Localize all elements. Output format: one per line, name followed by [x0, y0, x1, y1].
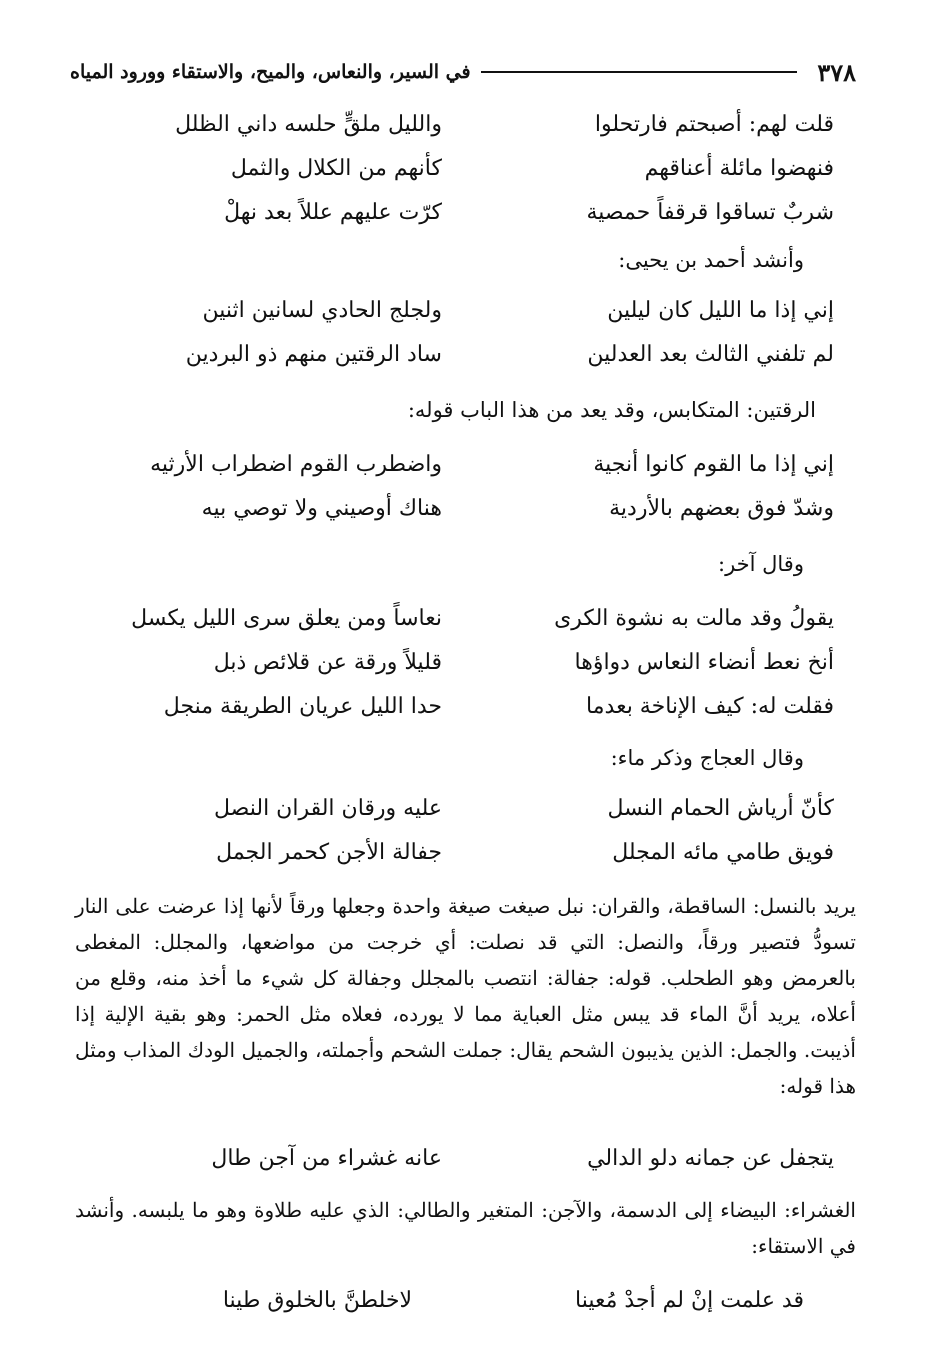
- verse-line: [100, 688, 834, 732]
- running-title: في السير، والنعاس، والميح، والاستقاء وورود المياه: [70, 61, 471, 83]
- hemistich-first: يتجفل عن جمانه دلو الدالي: [587, 1146, 834, 1171]
- hemistich-second: ساد الرقتين منهم ذو البردين: [185, 342, 442, 367]
- verse-line: [100, 600, 834, 644]
- verse-line: [100, 1140, 834, 1184]
- commentary-paragraph: [75, 1192, 856, 1264]
- hemistich-second: حدا الليل عريان الطريقة منجل: [163, 694, 442, 719]
- poem-2: [100, 292, 834, 380]
- header-rule: [481, 71, 798, 73]
- hemistich-second: واضطرب القوم اضطراب الأرثيه: [150, 452, 442, 477]
- poem-5: [100, 790, 834, 878]
- intro-line: وأنشد أحمد بن يحيى:: [618, 248, 804, 272]
- hemistich-first: فويق طامي مائه المجلل: [612, 840, 834, 865]
- hemistich-first: يقولُ وقد مالت به نشوة الكرى: [554, 606, 834, 631]
- hemistich-first: لم تلفني الثالث بعد العدلين: [587, 342, 834, 367]
- verse-line: [100, 644, 834, 688]
- page-header: [70, 52, 856, 92]
- hemistich-first: قد علمت إنْ لم أجدْ مُعينا: [574, 1288, 804, 1313]
- hemistich-second: ولجلج الحادي لسانين اثنين: [202, 298, 442, 323]
- hemistich-first: كأنّ أرياش الحمام النسل: [607, 796, 834, 821]
- verse-line: [100, 790, 834, 834]
- hemistich-second: والليل ملقٍّ حلسه داني الظلل: [175, 112, 442, 137]
- intro-line: وقال العجاج وذكر ماء:: [610, 746, 804, 770]
- hemistich-first: أنخ نعط أنضاء النعاس دواؤها: [574, 650, 834, 675]
- poem-3: [100, 446, 834, 534]
- hemistich-first: إني إذا ما الليل كان ليلين: [607, 298, 834, 323]
- hemistich-first: شربٌ تساقوا قرقفاً حمصية: [586, 200, 834, 225]
- hemistich-second: كرّت عليهم عللاً بعد نهلْ: [224, 200, 442, 225]
- hemistich-second: عليه ورقان القران النصل: [214, 796, 442, 821]
- hemistich-first: فنهضوا مائلة أعناقهم: [644, 156, 834, 181]
- paragraph-text: يريد بالنسل: الساقطة، والقران: نبل صيغت صيغة واحدة وجعلها ورقاً لأنها إذا عرضت على النار تسودُّ فتصير ورقاً، والنصل: التي قد نصلت: أي خرجت من مواضعها، والمجلل: المغطى بالعرمض وهو الطحلب. قوله: جفالة: انتصب بالمجلل وجفالة كل شيء ما أخذ منه، وقلع من أعلاه، يريد أنَّ الماء قد يبس مثل العباية مما لا يورده، فعلاه مثل الحمر: وهو بقية الإلية إذا أذيبت. والجمل: الذين يذيبون الشحم يقال: جملت الشحم وأجملته، والجميل الودك المذاب ومثل هذا قوله:: [75, 894, 856, 1098]
- verse-line: [100, 336, 834, 380]
- commentary-paragraph: [75, 888, 856, 1104]
- verse-line: [100, 490, 834, 534]
- poem-6: [100, 1140, 834, 1184]
- hemistich-second: عانه غشراء من آجن طال: [211, 1146, 442, 1171]
- intro-line: وقال آخر:: [718, 552, 804, 576]
- verse-line: [100, 1282, 804, 1326]
- paragraph-text: الغشراء: البيضاء إلى الدسمة، والآجن: المتغير والطالي: الذي عليه طلاوة وهو ما يلبسه. وأنشد في الاستقاء:: [75, 1198, 856, 1258]
- hemistich-second: لاخلطنَّ بالخلوق طينا: [222, 1288, 412, 1313]
- poem-4: [100, 600, 834, 732]
- hemistich-first: فقلت له: كيف الإناخة بعدما: [586, 694, 834, 719]
- poem-1: [100, 106, 834, 238]
- hemistich-second: نعاساً ومن يعلق سرى الليل يكسل: [131, 606, 442, 631]
- hemistich-first: قلت لهم: أصبحتم فارتحلوا: [594, 112, 834, 137]
- verse-line: [100, 106, 834, 150]
- verse-line: [100, 150, 834, 194]
- hemistich-second: قليلاً ورقة عن قلائص ذبل: [213, 650, 442, 675]
- hemistich-second: هناك أوصيني ولا توصي بيه: [201, 496, 442, 521]
- hemistich-first: إني إذا ما القوم كانوا أنجية: [593, 452, 834, 477]
- verse-line: [100, 834, 834, 878]
- hemistich-second: كأنهم من الكلال والثمل: [230, 156, 442, 181]
- page-number: ٣٧٨: [817, 57, 856, 87]
- hemistich-second: جفالة الأجن كحمر الجمل: [216, 840, 442, 865]
- verse-line: [100, 194, 834, 238]
- verse-line: [100, 292, 834, 336]
- hemistich-first: وشدّ فوق بعضهم بالأردية: [609, 496, 834, 521]
- verse-line: [100, 446, 834, 490]
- poem-7: [100, 1282, 804, 1326]
- intro-line: الرقتين: المتكابس، وقد يعد من هذا الباب قوله:: [407, 398, 816, 422]
